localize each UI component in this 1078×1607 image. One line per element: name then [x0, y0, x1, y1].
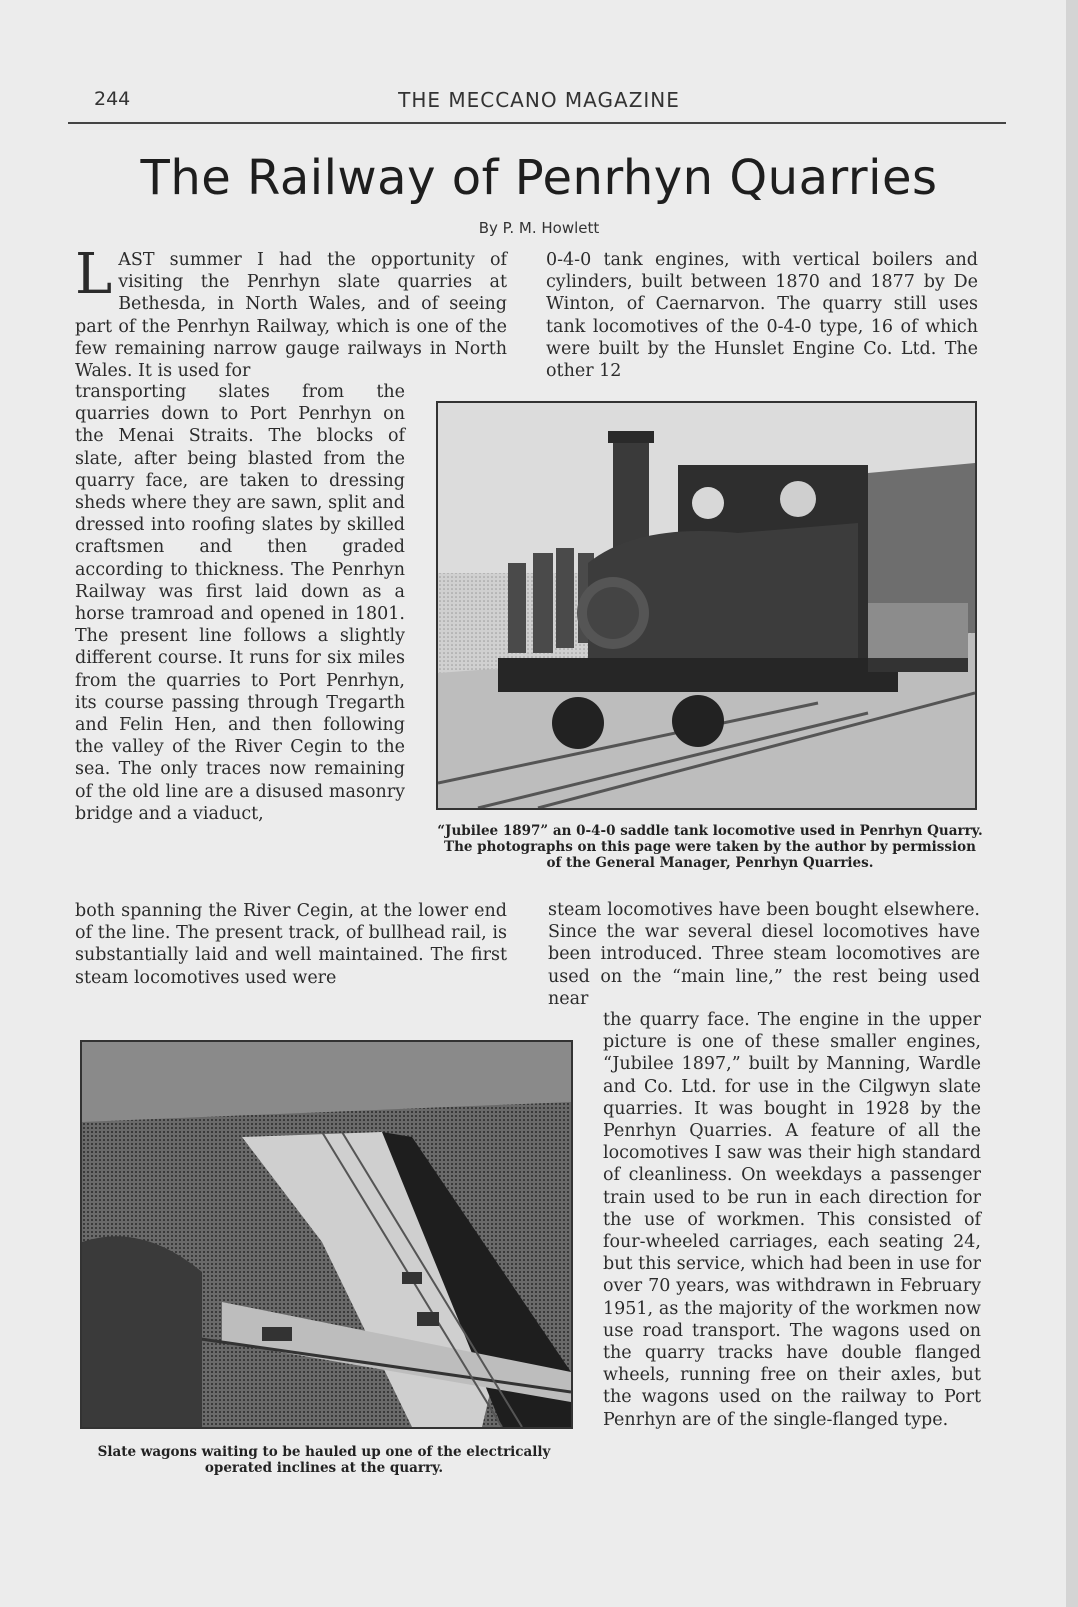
header-rule [68, 122, 1006, 124]
article-byline: By P. M. Howlett [478, 219, 600, 237]
paragraph-narrow [75, 381, 405, 825]
drop-cap: L [75, 242, 113, 307]
paragraph-col2-lower [603, 1009, 981, 1431]
locomotive-caption: “Jubilee 1897” an 0-4-0 saddle tank locomotive used in Penrhyn Quarry. The photographs on this page were taken by the author by permission of the General Manager, Penrhyn Quarries. [437, 823, 983, 871]
paragraph-col2-mid [548, 899, 980, 1010]
incline-photo [80, 1040, 573, 1429]
running-header [0, 88, 1078, 118]
paragraph-intro [75, 242, 507, 382]
col2-mid-text: steam locomotives have been bought elsewhere. Since the war several diesel locomotives have been introduced. Three steam locomotives are used on the “main line,” the rest being used near [548, 900, 980, 1009]
locomotive-photo [436, 401, 977, 810]
col2-lower-text: the quarry face. The engine in the upper picture is one of these smaller engines, “Jubilee 1897,” built by Manning, Wardle and Co. Ltd. for use in the Cilgwyn slate quarries. It was bought in 1928 by the Penrhyn Quarries. A feature of all the locomotives I saw was their high standard of cleanliness. On weekdays a passenger train used to be run in each direction for the use of workmen. This consisted of four-wheeled carriages, each seating 24, but this service, which had been in use for over 70 years, was withdrawn in February 1951, as the majority of the workmen now use road transport. The wagons used on the quarry tracks have double flanged wheels, running free on their axles, but the wagons used on the railway to Port Penrhyn are of the single-flanged type. [603, 1010, 981, 1430]
col1-lower-text: both spanning the River Cegin, at the lower end of the line. The present track, of bullhead rail, is substantially laid and well maintained. The first steam locomotives used were [75, 901, 507, 988]
page-edge [1066, 0, 1078, 1607]
paragraph-col1-lower [75, 900, 507, 989]
article-title: The Railway of Penrhyn Quarries [140, 150, 938, 206]
page-number: 244 [94, 88, 131, 110]
magazine-title: THE MECCANO MAGAZINE [398, 88, 680, 112]
incline-caption: Slate wagons waiting to be hauled up one of the electrically operated inclines at the quarry. [97, 1444, 551, 1476]
col2-top-text: 0-4-0 tank engines, with vertical boilers and cylinders, built between 1870 and 1877 by De Winton, of Caernarvon. The quarry still uses tank locomotives of the 0-4-0 type, 16 of which were built by the Hunslet Engine Co. Ltd. The other 12 [546, 250, 978, 382]
intro-text: AST summer I had the opportunity of visiting the Penrhyn slate quarries at Bethesda, in North Wales, and of seeing part of the Penrhyn Railway, which is one of the few remaining narrow gauge railways in North Wales. It is used for [75, 250, 507, 382]
paragraph-col2-top [546, 249, 978, 382]
narrow-text: transporting slates from the quarries down to Port Penrhyn on the Menai Straits. The blocks of slate, after being blasted from the quarry face, are taken to dressing sheds where they are sawn, split and dressed into roofing slates by skilled craftsmen and then graded according to thickness. The Penrhyn Railway was first laid down as a horse tramroad and opened in 1801. The present line follows a slightly different course. It runs for six miles from the quarries to Port Penrhyn, its course passing through Tregarth and Felin Hen, and then following the valley of the River Cegin to the sea. The only traces now remaining of the old line are a disused masonry bridge and a viaduct, [75, 382, 405, 824]
